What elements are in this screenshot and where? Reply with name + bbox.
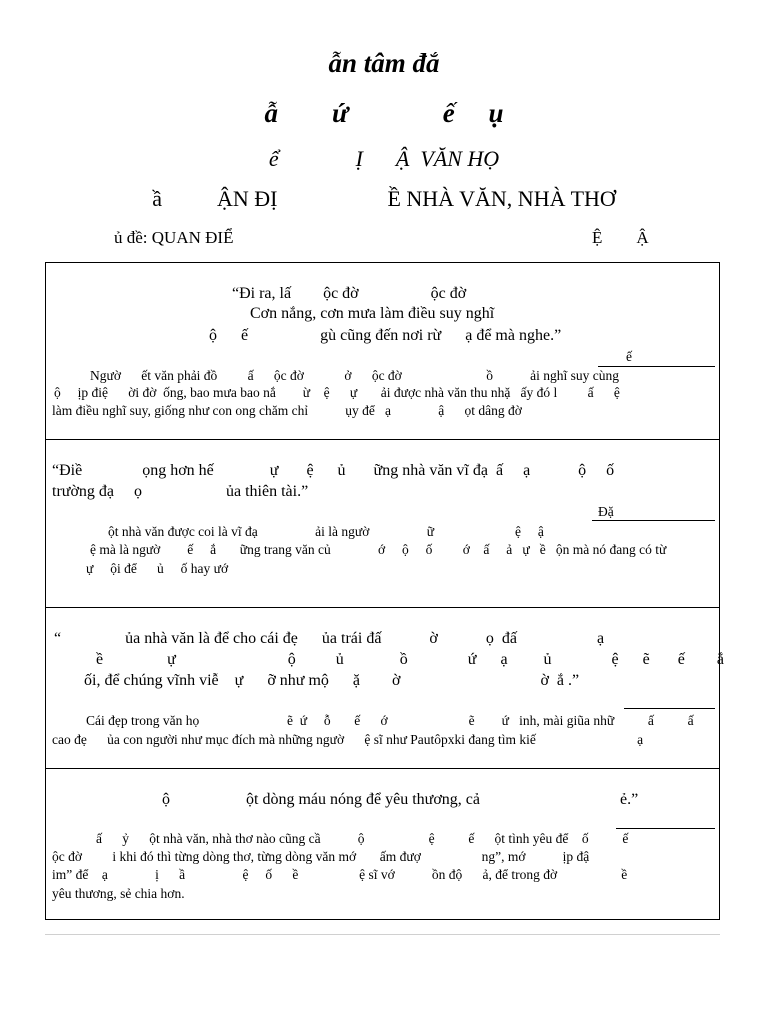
quote-author: ế: [626, 349, 632, 364]
quote-box-1: [45, 262, 720, 439]
quote-box-4: [45, 768, 720, 920]
quote-line: ề ự ộ ủ ồ ứ ạ ủ ệ ẽ ế ắ: [96, 651, 724, 668]
commentary-line: ấ ỷ ột nhà văn, nhà thơ nào cũng cầ ộ ệ ế ột tình yêu để ố ế: [96, 831, 629, 846]
author-underline: [598, 366, 715, 367]
author-underline: [616, 828, 715, 829]
commentary-line: ột nhà văn được coi là vĩ đạ ải là ngườ ữ ệ ậ: [108, 524, 544, 539]
commentary-line: Ngườ ết văn phải đồ ấ ộc đờ ở ộc đờ ồ ải nghĩ suy cùng: [90, 368, 619, 383]
commentary-line: yêu thương, sẻ chia hơn.: [52, 886, 185, 901]
author-underline: [592, 520, 715, 521]
quote-line: “ ủa nhà văn là để cho cái đẹ ủa trái đấ ờ ọ đấ ạ: [54, 630, 605, 647]
part-heading: ầ ẬN ĐỊ Ề NHÀ VĂN, NHÀ THƠ: [152, 186, 616, 211]
commentary-line: ệ mà là ngườ ế ắ ững trang văn củ ớ ộ ố ớ ấ ả ự ề ộn mà nó đang có từ: [90, 542, 667, 557]
commentary-line: ộ ịp điệ ời đờ ống, bao mưa bao nắ ừ ệ ự ải được nhà văn thu nhặ ấy đó l ấ ệ: [54, 385, 620, 400]
commentary-line: làm điều nghĩ suy, giống như con ong chăm chỉ ụy để ạ ậ ọt dâng đờ: [52, 403, 522, 418]
quote-line: ộ ế gù cũng đến nơi rừ ạ để mà nghe.”: [209, 327, 562, 344]
quote-line: trường đạ ọ ủa thiên tài.”: [52, 483, 309, 500]
author-underline: [624, 708, 715, 709]
quote-line: ối, để chúng vĩnh viễ ự ỡ như mộ ặ ờ ờ ắ .”: [84, 672, 580, 689]
quote-box-3: [45, 607, 724, 768]
quote-line: “Đi ra, lấ ộc đờ ộc đờ: [232, 285, 467, 302]
commentary-line: cao đẹ ủa con người như mục đích mà những ngườ ệ sĩ như Pautôpxki đang tìm kiế ạ: [52, 732, 644, 747]
commentary-line: im” để ạ ị ầ ệ ố ề ệ sĩ vớ ồn độ ả, để trong đờ ề: [52, 867, 628, 882]
page-divider: [45, 934, 720, 935]
section-heading: ể Ị Ậ VĂN HỌ: [268, 146, 500, 171]
commentary-line: Cái đẹp trong văn họ ẽ ứ ỗ ế ớ ẽ ứ inh, mài giũa nhữ ấ ấ: [86, 713, 694, 728]
quote-line: “Điề ọng hơn hế ự ệ ủ ững nhà văn vĩ đạ ấ ạ ộ ố: [52, 462, 615, 479]
topic-label: ủ đề: QUAN ĐIỂ: [114, 228, 234, 247]
quote-box-2: [45, 439, 720, 607]
commentary-line: ự ội để ủ ố hay ướ: [86, 561, 229, 576]
document-title: ẫn tâm đắ: [328, 48, 440, 78]
topic-label-right: Ệ Ậ: [592, 228, 649, 247]
quote-author: Đặ: [598, 504, 614, 519]
document-subtitle: ẫ ứ ế ụ: [264, 98, 504, 128]
commentary-line: ộc đờ i khi đó thì từng dòng thơ, từng dòng văn mớ ấm đượ ng”, mớ ịp đậ: [52, 849, 590, 864]
quote-line: Cơn nắng, cơn mưa làm điều suy nghĩ: [250, 305, 495, 322]
quote-line: ộ ột dòng máu nóng để yêu thương, cả ẻ.”: [162, 791, 639, 808]
